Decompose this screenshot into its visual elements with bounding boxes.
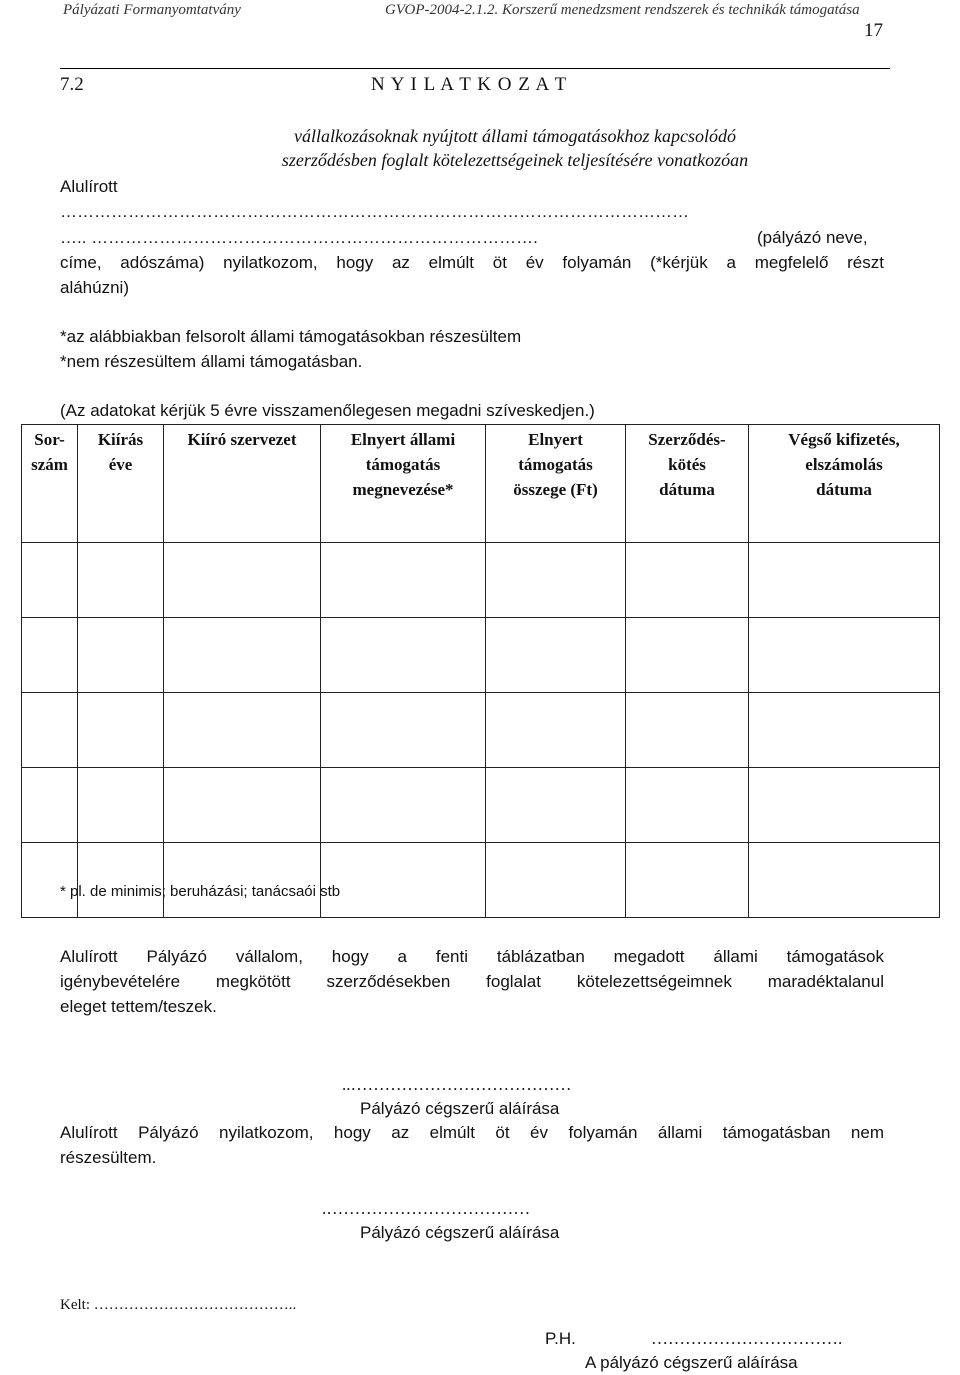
column-header: Elnyert támogatás összege (Ft) bbox=[486, 425, 626, 543]
table-cell bbox=[486, 843, 626, 918]
statement2-line: Alulírott Pályázó nyilatkozom, hogy az elmúlt öt év folyamán állami támogatásban nem bbox=[60, 1123, 884, 1142]
date-place-field: Kelt: ………………………………….. bbox=[60, 1297, 297, 1313]
table-cell bbox=[749, 843, 940, 918]
signature-label: Pályázó cégszerű aláírása bbox=[360, 1099, 560, 1118]
column-header: Sor- szám bbox=[22, 425, 78, 543]
table-cell bbox=[321, 543, 486, 618]
table-cell bbox=[486, 618, 626, 693]
table-cell bbox=[626, 618, 749, 693]
table-cell bbox=[78, 543, 164, 618]
table-cell bbox=[486, 543, 626, 618]
header-program-title: GVOP-2004-2.1.2. Korszerű menedzsment rendszerek és technikák támogatása bbox=[385, 2, 860, 18]
section-number: 7.2 bbox=[60, 74, 84, 95]
footnote: * pl. de minimis; beruházási; tanácsaói stb bbox=[60, 883, 341, 900]
column-header: Elnyert állami támogatás megnevezése* bbox=[321, 425, 486, 543]
statement-line: igénybevételére megkötött szerződésekben foglalat kötelezettségeimnek maradéktalanul bbox=[60, 972, 884, 991]
table-cell bbox=[22, 618, 78, 693]
signature-label: Pályázó cégszerű aláírása bbox=[360, 1223, 560, 1242]
table-cell bbox=[164, 543, 321, 618]
intro-text-line-end: aláhúzni) bbox=[60, 278, 129, 297]
table-cell bbox=[321, 693, 486, 768]
table-cell bbox=[321, 843, 486, 918]
column-header: Szerződés- kötés dátuma bbox=[626, 425, 749, 543]
table-row bbox=[22, 843, 940, 918]
intro-applicant-name-hint: (pályázó neve, bbox=[757, 228, 868, 247]
table-cell bbox=[321, 768, 486, 843]
column-header: Végső kifizetés, elszámolás dátuma bbox=[749, 425, 940, 543]
statement-line: Alulírott Pályázó vállalom, hogy a fenti táblázatban megadott állami támogatások bbox=[60, 947, 884, 966]
table-cell bbox=[749, 543, 940, 618]
table-cell bbox=[164, 843, 321, 918]
table-cell bbox=[626, 693, 749, 768]
page-number: 17 bbox=[864, 20, 883, 41]
table-cell bbox=[78, 693, 164, 768]
table-cell bbox=[749, 618, 940, 693]
signature-label: A pályázó cégszerű aláírása bbox=[585, 1353, 798, 1372]
table-row bbox=[22, 693, 940, 768]
state-aid-table bbox=[21, 424, 940, 918]
table-cell bbox=[22, 768, 78, 843]
table-row bbox=[22, 543, 940, 618]
statement-line-end: eleget tettem/teszek. bbox=[60, 997, 217, 1016]
table-cell bbox=[164, 693, 321, 768]
column-header: Kiíró szervezet bbox=[164, 425, 321, 543]
table-cell bbox=[626, 768, 749, 843]
subtitle-line-1: vállalkozásoknak nyújtott állami támogatásokhoz kapcsolódó bbox=[294, 126, 736, 146]
table-note: (Az adatokat kérjük 5 évre visszamenőlegesen megadni szíveskedjen.) bbox=[60, 401, 595, 420]
intro-text-line: címe, adószáma) nyilatkozom, hogy az elmúlt öt év folyamán (*kérjük a megfelelő részt bbox=[60, 253, 884, 272]
statement2-line-end: részesültem. bbox=[60, 1148, 157, 1167]
table-cell bbox=[164, 618, 321, 693]
option-received-aid: *az alábbiakban felsorolt állami támogatásokban részesültem bbox=[60, 327, 522, 346]
subtitle-line-2: szerződésben foglalt kötelezettségeinek teljesítésére vonatkozóan bbox=[281, 150, 749, 170]
document-title: N Y I L A T K O Z A T bbox=[371, 74, 568, 95]
header-form-label: Pályázati Formanyomtatvány bbox=[63, 2, 241, 18]
table-cell bbox=[749, 768, 940, 843]
intro-alulirott: Alulírott bbox=[60, 177, 118, 196]
intro-dots-line: ………………………………………………………………………………………………… bbox=[60, 202, 689, 221]
stamp-placeholder: P.H. bbox=[545, 1329, 576, 1348]
option-not-received-aid: *nem részesültem állami támogatásban. bbox=[60, 352, 363, 371]
table-cell bbox=[78, 843, 164, 918]
table-cell bbox=[22, 843, 78, 918]
table-cell bbox=[22, 693, 78, 768]
signature-dots: ……………………………. bbox=[651, 1329, 843, 1348]
table-cell bbox=[749, 693, 940, 768]
table-cell bbox=[164, 768, 321, 843]
table-row bbox=[22, 618, 940, 693]
table-cell bbox=[626, 843, 749, 918]
table-cell bbox=[78, 768, 164, 843]
signature-dots: ..………………………………… bbox=[342, 1075, 572, 1094]
column-header: Kiírás éve bbox=[78, 425, 164, 543]
signature-dots: .……………………………… bbox=[322, 1199, 531, 1218]
table-cell bbox=[486, 693, 626, 768]
table-cell bbox=[22, 543, 78, 618]
table-cell bbox=[486, 768, 626, 843]
intro-dots-line-2: ….. ……………………………………………………………………. bbox=[60, 228, 538, 247]
header-rule bbox=[60, 68, 890, 69]
table-row bbox=[22, 768, 940, 843]
table-cell bbox=[626, 543, 749, 618]
table-cell bbox=[321, 618, 486, 693]
table-cell bbox=[78, 618, 164, 693]
